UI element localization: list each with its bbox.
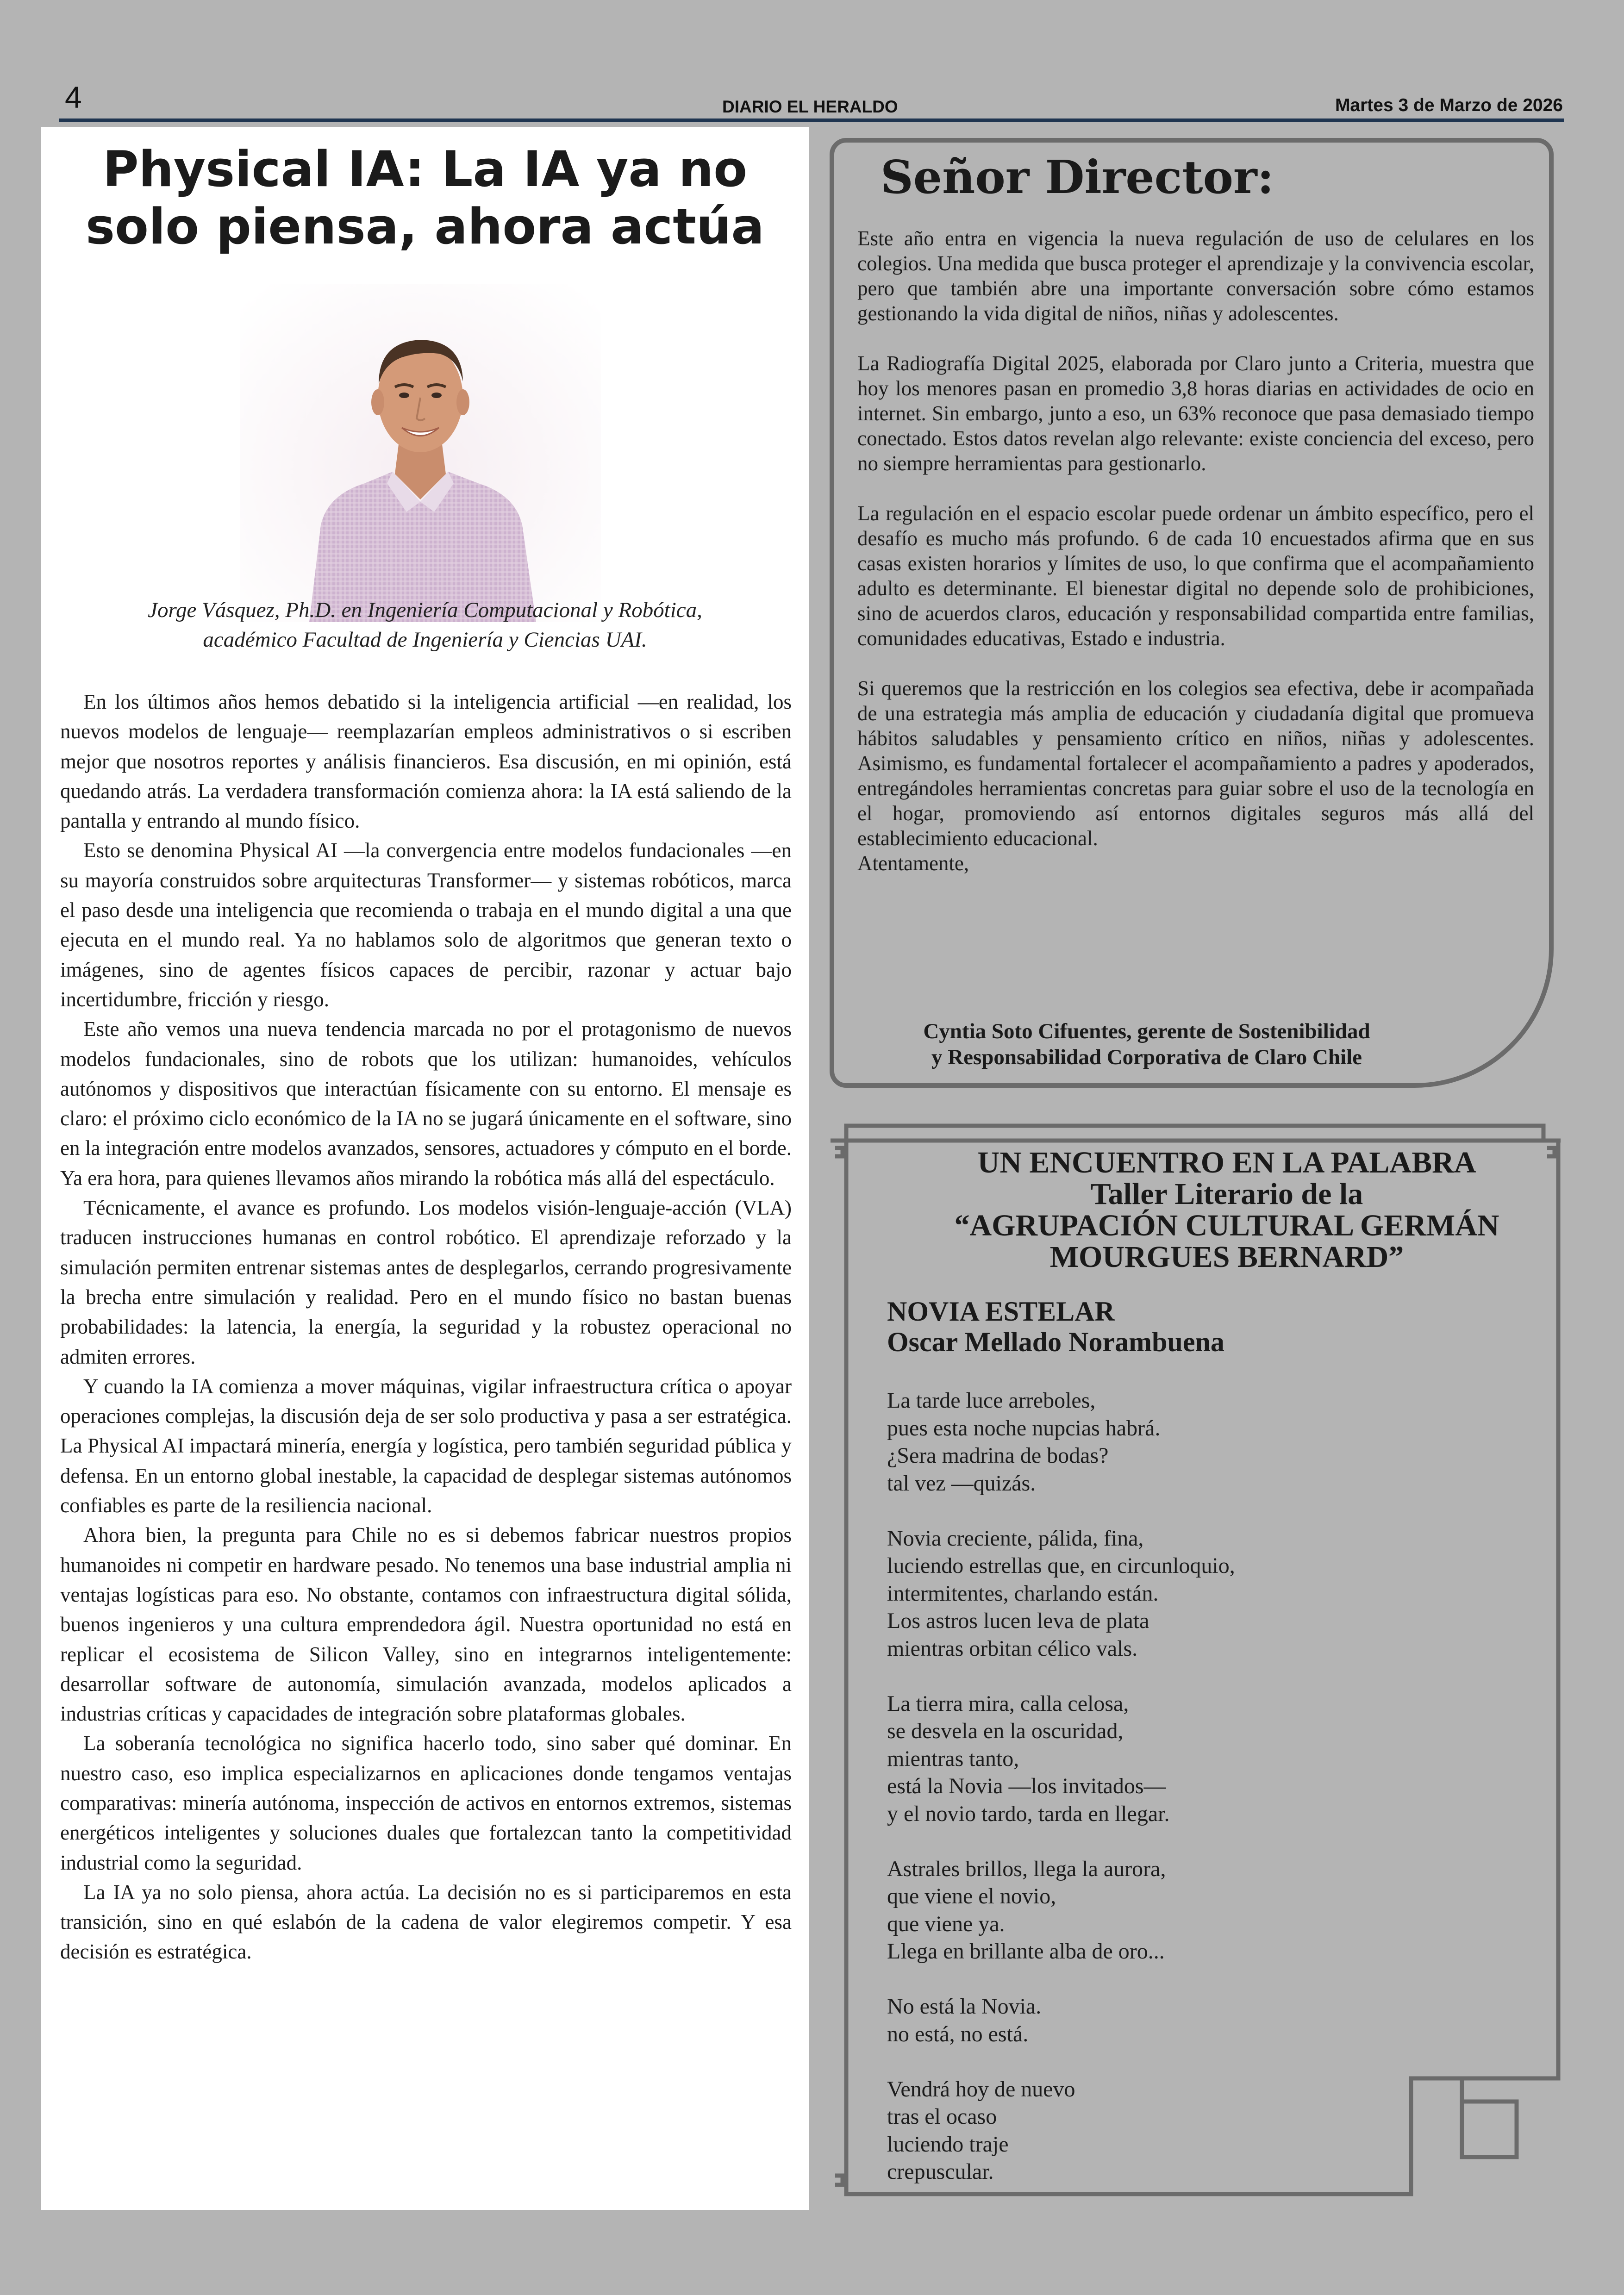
poem-line: y el novio tardo, tarda en llegar. [887, 1801, 1170, 1826]
poem-line: mientras tanto, [887, 1746, 1019, 1771]
poem-line: está la Novia —los invitados— [887, 1774, 1166, 1798]
poem-line: no está, no está. [887, 2021, 1029, 2046]
poem-body [887, 1387, 1396, 2213]
article-panel [41, 127, 809, 2210]
article-paragraph: Este año vemos una nueva tendencia marcada no por el protagonismo de nuevos modelos fundacionales, sino de robots que los utilizan: humanoides, vehículos autónomos y dispositivos que interactúan físicamente con su entorno. El mensaje es claro: el próximo ciclo económico de la IA no se jugará únicamente en el software, sino en la integración entre modelos avanzados, sensores, actuadores y cómputo en el borde. Ya era hora, para quienes llevamos años mirando la robótica más allá del espectáculo. [60, 1017, 792, 1190]
author-portrait-image [240, 284, 601, 622]
poem-stanza [887, 1525, 1396, 1663]
poem-line: ¿Sera madrina de bodas? [887, 1443, 1109, 1468]
poem-line: Astrales brillos, llega la aurora, [887, 1856, 1166, 1881]
article-paragraph: En los últimos años hemos debatido si la inteligencia artificial —en realidad, los nuevos modelos de lenguaje— reemplazarían empleos administrativos o si escriben mejor que nosotros reportes y análisis financieros. Esa discusión, en mi opinión, está quedando atrás. La verdadera transformación comienza ahora: la IA está saliendo de la pantalla y entrando al mundo físico. [60, 690, 792, 833]
poem-line: Novia creciente, pálida, fina, [887, 1526, 1144, 1551]
caption-line-2: académico Facultad de Ingeniería y Ciencias UAI. [203, 628, 647, 652]
lit-title-line-1: UN ENCUENTRO EN LA PALABRA [977, 1146, 1476, 1179]
article-paragraph: La soberanía tecnológica no significa hacerlo todo, sino saber qué dominar. En nuestro caso, eso implica especializarnos en aplicaciones donde tengamos ventajas comparativas: minería autónoma, inspección de activos en entornos extremos, sistemas energéticos inteligentes y soluciones duales que fortalezcan tanto la competitividad industrial como la seguridad. [60, 1732, 792, 1874]
article-paragraph: Esto se denomina Physical AI —la convergencia entre modelos fundacionales —en su mayoría construidos sobre arquitecturas Transformer— y sistemas robóticos, marca el paso desde una inteligencia que recomienda o trabaja en el mundo digital a una que ejecuta en el mundo real. Ya no hablamos solo de algoritmos que generan texto o imágenes, sino de agentes físicos capaces de percibir, razonar y actuar bajo incertidumbre, fricción y riesgo. [60, 839, 792, 1011]
poem-line: Los astros lucen leva de plata [887, 1609, 1149, 1633]
poem-title: NOVIA ESTELAR [887, 1296, 1115, 1327]
article-paragraph: Técnicamente, el avance es profundo. Los modelos visión-lenguaje-acción (VLA) traducen instrucciones humanas en control robótico. El aprendizaje reforzado y la simulación permiten entrenar sistemas antes de desplegarlos, cerrando progresivamente la brecha entre simulación y realidad. Pero en el mundo físico no bastan buenas probabilidades: la latencia, la energía, la seguridad y la robustez operacional no admiten errores. [60, 1196, 792, 1368]
poem-author: Oscar Mellado Norambuena [887, 1327, 1224, 1357]
poem-line: que viene el novio, [887, 1884, 1056, 1908]
article-paragraph: Y cuando la IA comienza a mover máquinas, vigilar infraestructura crítica o apoyar operaciones complejas, la discusión deja de ser solo productiva y pasa a ser estratégica. La Physical AI impactará minería, energía y logística, pero también seguridad pública y defensa. En un entorno global inestable, la capacidad de desplegar sistemas autónomos confiables es parte de la resiliencia nacional. [60, 1374, 792, 1517]
lit-title-line-2: Taller Literario de la [1090, 1177, 1363, 1211]
author-caption [59, 595, 791, 655]
issue-date: Martes 3 de Marzo de 2026 [1335, 95, 1563, 115]
poem-line: No está la Novia. [887, 1994, 1042, 2019]
poem-stanza [887, 2076, 1396, 2186]
letter-to-editor-box [830, 138, 1554, 1088]
poem-line: La tarde luce arreboles, [887, 1388, 1096, 1413]
poem-line: Vendrá hoy de nuevo [887, 2077, 1075, 2102]
letter-body [857, 226, 1534, 876]
author-photo [240, 284, 601, 622]
poem-line: se desvela en la oscuridad, [887, 1719, 1124, 1743]
article-paragraph: Ahora bien, la pregunta para Chile no es si debemos fabricar nuestros propios humanoides ni competir en hardware pesado. No tenemos una base industrial amplia ni ventajas logísticas para eso. No obstante, contamos con infraestructura digital sólida, buenos ingenieros y una cultura emprendedora ágil. Nuestra oportunidad no está en replicar el ecosistema de Silicon Valley, sino en integrarnos inteligentemente: desarrollar software de autonomía, simulación avanzada, modelos aplicados a industrias críticas y capacidades de integración sobre plataformas globales. [60, 1523, 792, 1726]
header-rule [59, 118, 1564, 122]
poem-line: luciendo estrellas que, en circunloquio, [887, 1553, 1235, 1578]
poem-stanza [887, 1690, 1396, 1828]
poem-stanza [887, 1993, 1396, 2048]
poem-line: que viene ya. [887, 1911, 1005, 1936]
poem-heading [887, 1296, 1224, 1357]
signature-line-2: y Responsabilidad Corporativa de Claro Chile [931, 1045, 1362, 1069]
letter-closing: Atentamente, [857, 852, 969, 875]
poem-line: tal vez —quizás. [887, 1471, 1036, 1496]
page-number: 4 [65, 80, 82, 114]
poem-line: La tierra mira, calla celosa, [887, 1691, 1129, 1716]
poem-line: tras el ocaso [887, 2104, 997, 2129]
literary-box-title [870, 1147, 1583, 1273]
poem-stanza [887, 1387, 1396, 1497]
article-title: Physical IA: La IA ya no solo piensa, ahora actúa [86, 141, 764, 255]
poem-line: crepuscular. [887, 2159, 994, 2184]
poem-line: Llega en brillante alba de oro... [887, 1939, 1165, 1964]
newspaper-name: DIARIO EL HERALDO [722, 97, 898, 116]
lit-title-line-4: MOURGUES BERNARD” [1049, 1240, 1404, 1274]
letter-paragraph: La regulación en el espacio escolar puede ordenar un ámbito específico, pero el desafío es mucho más profundo. 6 de cada 10 encuestados afirma que en sus casas existen horarios y límites de uso, lo que confirma que el acompañamiento adulto es determinante. El bienestar digital no depende solo de prohibiciones, sino de acuerdos claros, educación y responsabilidad compartida entre familias, comunidades educativas, Estado e industria. [857, 502, 1534, 650]
article-body [60, 687, 792, 1967]
signature-line-1: Cyntia Soto Cifuentes, gerente de Sostenibilidad [923, 1019, 1370, 1043]
letter-paragraph: Si queremos que la restricción en los colegios sea efectiva, debe ir acompañada de una estrategia más amplia de educación y ciudadanía digital que promueva hábitos saludables y pensamiento crítico en niños, niñas y adolescentes. Asimismo, es fundamental fortalecer el acompañamiento a padres y apoderados, entregándoles herramientas concretas para guiar sobre el uso de la tecnología en el hogar, promoviendo así entornos digitales seguros más allá del establecimiento educacional. [857, 677, 1534, 850]
poem-stanza [887, 1855, 1396, 1965]
letter-paragraph: La Radiografía Digital 2025, elaborada por Claro junto a Criteria, muestra que hoy los menores pasan en promedio 3,8 horas diarias en actividades de ocio en internet. Sin embargo, junto a eso, un 63% reconoce que pasa demasiado tiempo conectado. Estos datos revelan algo relevante: existe conciencia del exceso, pero no siempre herramientas para gestionarlo. [857, 352, 1534, 475]
poem-line: luciendo traje [887, 2132, 1009, 2157]
poem-line: intermitentes, charlando están. [887, 1581, 1159, 1606]
lit-title-line-3: “AGRUPACIÓN CULTURAL GERMÁN [954, 1209, 1499, 1242]
letter-signature [834, 1018, 1459, 1070]
poem-line: mientras orbitan célico vals. [887, 1636, 1138, 1661]
poem-line: pues esta noche nupcias habrá. [887, 1416, 1161, 1441]
letter-paragraph: Este año entra en vigencia la nueva regulación de uso de celulares en los colegios. Una medida que busca proteger el aprendizaje y la convivencia escolar, pero que también abre una importante conversación sobre cómo estamos gestionando la vida digital de niños, niñas y adolescentes. [857, 227, 1534, 325]
caption-line-1: Jorge Vásquez, Ph.D. en Ingeniería Computacional y Robótica, [148, 598, 702, 622]
article-paragraph: La IA ya no solo piensa, ahora actúa. La decisión no es si participaremos en esta transición, sino en qué eslabón de la cadena de valor elegiremos competir. Y esa decisión es estratégica. [60, 1880, 792, 1964]
letter-heading: Señor Director: [881, 151, 1274, 204]
